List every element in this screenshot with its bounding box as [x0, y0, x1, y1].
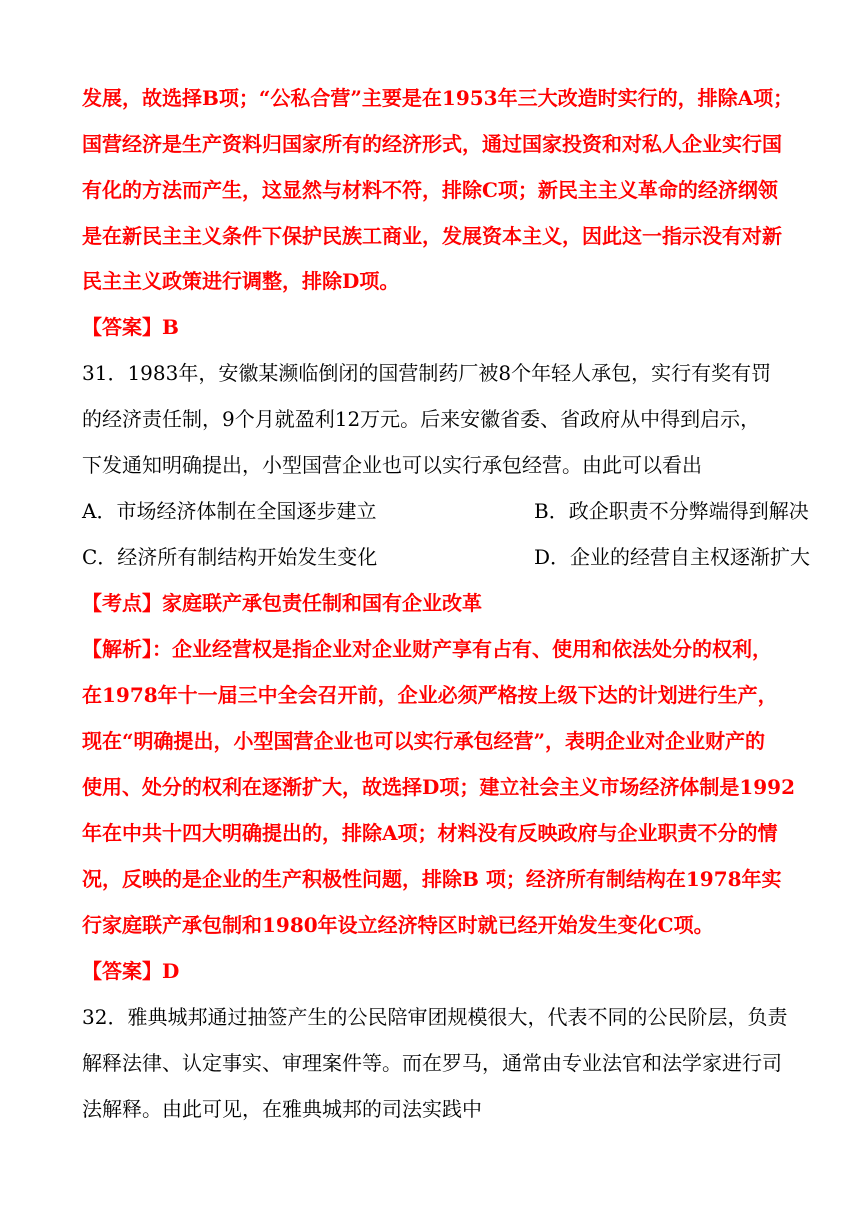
q31-options-row-1 — [82, 497, 822, 525]
q31-analysis-line-4: 使用、处分的权利在逐渐扩大，故选择D项；建立社会主义市场经济体制是1992 — [82, 775, 796, 799]
q31-analysis-line-7: 行家庭联产承包制和1980年设立经济特区时就已经开始发生变化C项。 — [82, 913, 714, 937]
q31-options-row-2 — [82, 543, 822, 571]
prev-answer: 【答案】B — [82, 315, 179, 339]
q31-analysis-line-6: 况，反映的是企业的生产积极性问题，排除B 项；经济所有制结构在1978年实 — [82, 867, 782, 891]
q31-stem-line-1: 31．1983年，安徽某濒临倒闭的国营制药厂被8个年轻人承包，实行有奖有罚 — [82, 361, 772, 385]
q31-option-a: A．市场经济体制在全国逐步建立 — [82, 499, 377, 523]
q31-kaodian: 【考点】家庭联产承包责任制和国有企业改革 — [82, 591, 482, 615]
prev-analysis-line-4: 是在新民主主义条件下保护民族工商业，发展资本主义，因此这一指示没有对新 — [82, 224, 782, 248]
q31-option-b: B．政企职责不分弊端得到解决 — [534, 499, 809, 523]
q31-analysis-line-3: 现在“明确提出，小型国营企业也可以实行承包经营”，表明企业对企业财产的 — [82, 729, 766, 753]
q31-stem-line-2: 的经济责任制，9个月就盈利12万元。后来安徽省委、省政府从中得到启示， — [82, 407, 761, 431]
q31-option-d: D．企业的经营自主权逐渐扩大 — [534, 545, 811, 569]
q31-analysis-line-2: 在1978年十一届三中全会召开前，企业必须严格按上级下达的计划进行生产， — [82, 683, 778, 707]
prev-analysis-line-2: 国营经济是生产资料归国家所有的经济形式，通过国家投资和对私人企业实行国 — [82, 132, 782, 156]
q32-stem-line-2: 解释法律、认定事实、审理案件等。而在罗马，通常由专业法官和法学家进行司 — [82, 1051, 782, 1075]
q31-answer: 【答案】D — [82, 959, 180, 983]
q31-stem-line-3: 下发通知明确提出，小型国营企业也可以实行承包经营。由此可以看出 — [82, 453, 702, 477]
q31-option-c: C．经济所有制结构开始发生变化 — [82, 545, 378, 569]
prev-analysis-line-5: 民主主义政策进行调整，排除D项。 — [82, 269, 400, 293]
q31-analysis-line-5: 年在中共十四大明确提出的，排除A项；材料没有反映政府与企业职责不分的情 — [82, 821, 778, 845]
q32-stem-line-1: 32．雅典城邦通过抽签产生的公民陪审团规模很大，代表不同的公民阶层，负责 — [82, 1005, 788, 1029]
q31-analysis-line-1: 【解析】：企业经营权是指企业对企业财产享有占有、使用和依法处分的权利， — [82, 637, 772, 661]
prev-analysis-line-3: 有化的方法而产生，这显然与材料不符，排除C项；新民主主义革命的经济纲领 — [82, 178, 778, 202]
q32-stem-line-3: 法解释。由此可见，在雅典城邦的司法实践中 — [82, 1097, 482, 1121]
prev-analysis-line-1: 发展，故选择B项；“公私合营”主要是在1953年三大改造时实行的，排除A项； — [82, 86, 794, 110]
